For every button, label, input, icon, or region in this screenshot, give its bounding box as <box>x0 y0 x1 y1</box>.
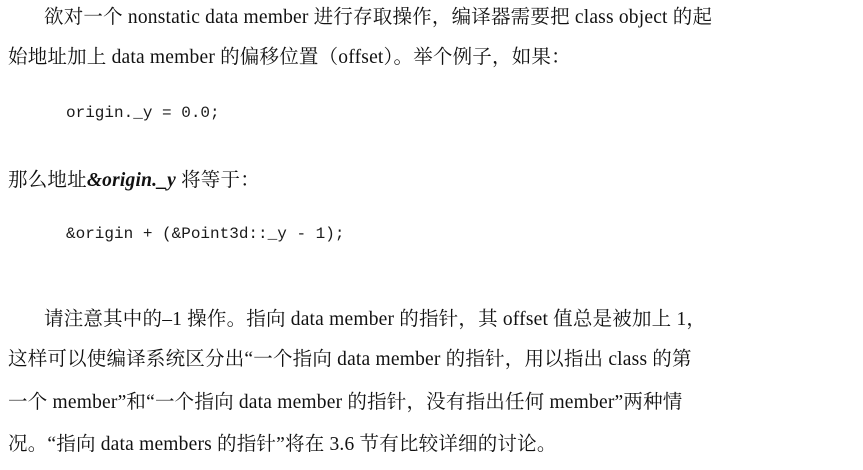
paragraph-3-line-4: 况。“指向 data members 的指针”将在 3.6 节有比较详细的讨论。 <box>8 434 557 455</box>
paragraph-2 <box>8 168 260 194</box>
paragraph-2-prefix: 那么地址 <box>8 170 87 191</box>
code-line-1: origin._y = 0.0; <box>66 104 220 122</box>
paragraph-1-line-2: 始地址加上 data member 的偏移位置（offset）。举个例子，如果： <box>8 47 571 68</box>
paragraph-3-line-1: 请注意其中的–1 操作。指向 data member 的指针，其 offset 值总是被加上 1， <box>44 309 707 330</box>
paragraph-3-line-2: 这样可以使编译系统区分出“一个指向 data member 的指针，用以指出 class 的第 <box>8 349 692 370</box>
paragraph-2-italic-expression: &origin._y <box>86 170 177 191</box>
paragraph-3-line-3: 一个 member”和“一个指向 data member 的指针，没有指出任何 member”两种情 <box>8 392 683 413</box>
code-line-2: &origin + (&Point3d::_y - 1); <box>66 225 345 243</box>
paragraph-2-suffix: 将等于： <box>176 170 260 191</box>
paragraph-1-line-1: 欲对一个 nonstatic data member 进行存取操作，编译器需要把 class object 的起 <box>44 7 713 28</box>
